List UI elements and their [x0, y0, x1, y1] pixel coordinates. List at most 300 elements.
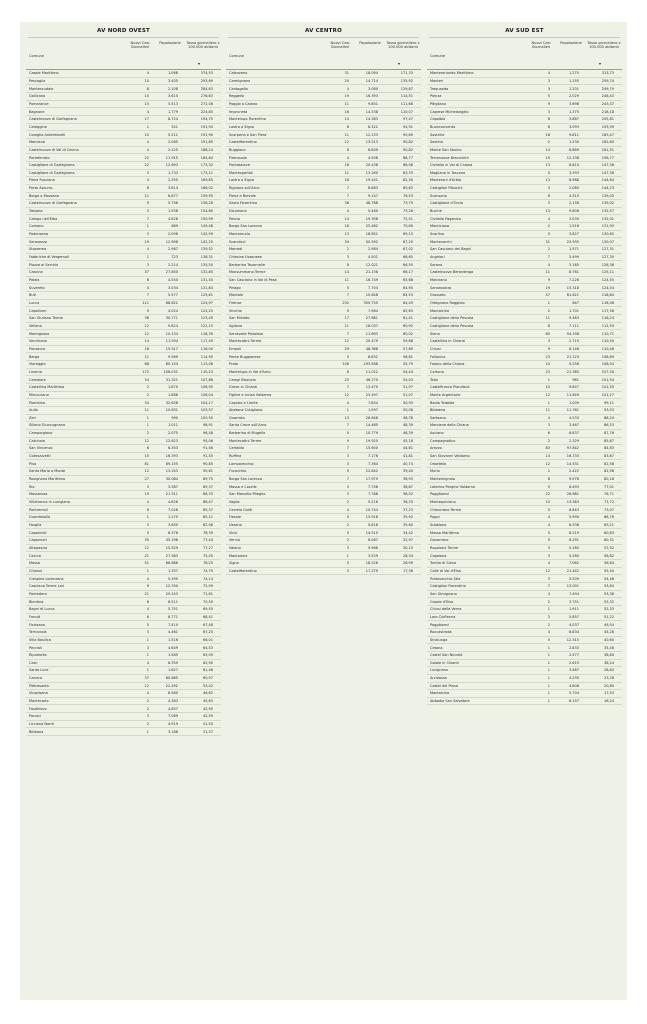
- cell-rate: 39,40: [402, 469, 413, 474]
- cell-new-cases: 19: [144, 239, 149, 244]
- cell-rate: 85,11: [202, 515, 213, 520]
- cell-comune: Sinalunga: [430, 637, 448, 642]
- cell-population: 3.751: [568, 599, 579, 604]
- cell-rate: 272,08: [200, 101, 213, 106]
- table-row: [427, 139, 622, 147]
- cell-rate: 91,56: [202, 446, 213, 451]
- cell-rate: 130,65: [601, 232, 614, 237]
- cell-comune: Vinci: [229, 530, 238, 535]
- cell-rate: 40,60: [603, 637, 614, 642]
- sort-desc-icon[interactable]: [599, 63, 601, 65]
- cell-rate: 82,58: [603, 469, 614, 474]
- cell-new-cases: 3: [547, 553, 550, 558]
- cell-population: 723: [171, 255, 178, 260]
- cell-comune: Chiusi: [430, 346, 441, 351]
- table-row: [26, 353, 221, 361]
- cell-comune: Casole d'Elsa: [430, 599, 454, 604]
- cell-comune: Porto Azzurro: [29, 186, 53, 191]
- cell-comune: Borgo San Lorenzo: [229, 477, 262, 482]
- cell-rate: 113,06: [200, 362, 213, 367]
- cell-new-cases: 4: [146, 140, 149, 145]
- table-row: [26, 606, 221, 614]
- table-row: [427, 537, 622, 545]
- cell-comune: Campo nell'Elba: [29, 216, 58, 221]
- cell-population: 3.093: [568, 124, 579, 129]
- cell-population: 5.857: [568, 614, 579, 619]
- table-row: [26, 438, 221, 446]
- cell-rate: 132,57: [601, 209, 614, 214]
- cell-population: 14.714: [365, 78, 378, 83]
- table-row: [226, 131, 421, 139]
- cell-population: 6.376: [167, 530, 178, 535]
- table-row: [427, 476, 622, 484]
- cell-comune: Vicopisano: [29, 691, 48, 696]
- cell-population: 14.515: [365, 530, 378, 535]
- cell-rate: 90,85: [202, 461, 213, 466]
- table-row: [427, 330, 622, 338]
- cell-comune: Lamporecchio: [229, 461, 254, 466]
- cell-population: 4.540: [167, 278, 178, 283]
- table-row: [26, 70, 221, 78]
- table-row: [226, 361, 421, 369]
- cell-comune: Scarperia e San Piero: [229, 132, 267, 137]
- cell-new-cases: 3: [146, 714, 149, 719]
- cell-comune: Firenzuola: [229, 155, 247, 160]
- table-row: [226, 307, 421, 315]
- cell-new-cases: 19: [545, 285, 550, 290]
- table-row: [26, 300, 221, 308]
- table-row: [427, 660, 622, 668]
- cell-new-cases: 3: [346, 454, 349, 459]
- table-row: [226, 430, 421, 438]
- cell-new-cases: 19: [144, 492, 149, 497]
- cell-population: 9.978: [568, 477, 579, 482]
- cell-rate: 86,47: [202, 500, 213, 505]
- cell-rate: 139,05: [601, 193, 614, 198]
- table-row: [226, 552, 421, 560]
- cell-new-cases: 3: [146, 232, 149, 237]
- cell-population: 60.685: [165, 676, 178, 681]
- table-row: [26, 93, 221, 101]
- cell-new-cases: 232: [342, 300, 349, 305]
- header-comune[interactable]: Comune: [229, 54, 244, 58]
- cell-rate: 54,46: [603, 576, 614, 581]
- cell-rate: 56,61: [402, 354, 413, 359]
- cell-comune: Pietrasanta: [29, 683, 49, 688]
- cell-comune: Careggine: [29, 124, 47, 129]
- table-row: [26, 614, 221, 622]
- cell-rate: 138,31: [200, 255, 213, 260]
- cell-new-cases: 10: [545, 362, 550, 367]
- cell-population: 54.198: [566, 331, 579, 336]
- cell-new-cases: 14: [144, 339, 149, 344]
- cell-rate: 41,50: [202, 722, 213, 727]
- table-header: [226, 41, 421, 70]
- region-title: AV CENTRO: [228, 28, 419, 38]
- cell-new-cases: 7: [146, 216, 149, 221]
- cell-population: 5.796: [167, 201, 178, 206]
- cell-new-cases: 11: [545, 408, 550, 413]
- cell-new-cases: 37: [144, 676, 149, 681]
- cell-comune: Vinchio: [229, 308, 242, 313]
- cell-rate: 191,94: [200, 124, 213, 129]
- region-column: [226, 28, 421, 575]
- cell-comune: Figline e Incisa Valdarno: [229, 392, 272, 397]
- cell-comune: Camporgiano: [29, 431, 53, 436]
- cell-comune: Porcari: [29, 714, 41, 719]
- cell-comune: Santa Maria a Monte: [29, 469, 66, 474]
- table-row: [427, 675, 622, 683]
- cell-comune: San Vincenzo: [29, 446, 53, 451]
- cell-population: 6.843: [568, 507, 579, 512]
- cell-comune: Casciana Terme Lari: [29, 584, 65, 589]
- cell-comune: Arezzo: [430, 446, 442, 451]
- cell-rate: 193,99: [601, 124, 614, 129]
- cell-population: 32.638: [165, 400, 178, 405]
- cell-rate: 90,89: [402, 132, 413, 137]
- cell-population: 48.368: [365, 346, 378, 351]
- cell-new-cases: 17: [344, 316, 349, 321]
- cell-new-cases: 2: [547, 622, 550, 627]
- cell-rate: 49,54: [603, 622, 614, 627]
- cell-new-cases: 22: [144, 163, 149, 168]
- table-row: [26, 514, 221, 522]
- cell-population: 5.509: [568, 576, 579, 581]
- header-rate[interactable]: Tasso giornaliero x 100.000 abitanti: [386, 41, 420, 50]
- cell-new-cases: 21: [144, 553, 149, 558]
- cell-population: 13.001: [566, 584, 579, 589]
- cell-rate: 111,66: [400, 101, 413, 106]
- cell-new-cases: 31: [545, 239, 550, 244]
- cell-comune: Altopascio: [29, 545, 48, 550]
- header-population[interactable]: Popolazione: [359, 41, 381, 45]
- table-row: [226, 231, 421, 239]
- cell-rate: 125,11: [601, 270, 614, 275]
- cell-population: 30.771: [165, 316, 178, 321]
- cell-rate: 74,79: [202, 568, 213, 573]
- table-row: [26, 560, 221, 568]
- cell-population: 22.492: [165, 683, 178, 688]
- cell-comune: Sillano Giuncugnano: [29, 423, 65, 428]
- cell-new-cases: 1: [547, 691, 550, 696]
- cell-population: 4.533: [568, 415, 579, 420]
- cell-population: 3.467: [568, 423, 579, 428]
- cell-rate: 156,77: [601, 155, 614, 160]
- cell-new-cases: 4: [547, 262, 550, 267]
- table-row: [427, 70, 622, 78]
- cell-rate: 38,80: [603, 653, 614, 658]
- cell-rate: 50,08: [402, 408, 413, 413]
- table-row: [427, 353, 622, 361]
- cell-comune: Vaglia: [229, 500, 240, 505]
- cell-comune: Caprese Michelangelo: [430, 109, 469, 114]
- cell-rate: 82,58: [603, 461, 614, 466]
- cell-new-cases: 2: [547, 438, 550, 443]
- cell-population: 11.934: [165, 339, 178, 344]
- cell-population: 21.158: [365, 270, 378, 275]
- cell-rate: 117,49: [200, 339, 213, 344]
- cell-new-cases: 2: [146, 722, 149, 727]
- table-row: [226, 522, 421, 530]
- cell-comune: Gavorrano: [430, 538, 449, 543]
- table-row: [26, 124, 221, 132]
- cell-new-cases: 4: [346, 86, 349, 91]
- cell-comune: Terranuova Bracciolini: [430, 155, 469, 160]
- header-rate[interactable]: Tasso giornaliero x 100.000 abitanti: [587, 41, 621, 50]
- cell-rate: 191,90: [200, 132, 213, 137]
- cell-comune: Cetona: [430, 645, 443, 650]
- cell-rate: 38,67: [402, 484, 413, 489]
- cell-population: 1.627: [167, 668, 178, 673]
- header-comune[interactable]: Comune: [430, 54, 445, 58]
- cell-rate: 124,55: [601, 278, 614, 283]
- table-row: [226, 116, 421, 124]
- cell-comune: Scarlino: [430, 232, 445, 237]
- cell-population: 9.463: [568, 316, 579, 321]
- cell-new-cases: 8: [346, 147, 349, 152]
- table-row: [26, 223, 221, 231]
- table-row: [226, 238, 421, 246]
- cell-comune: Pratovecchio Stia: [430, 576, 461, 581]
- cell-new-cases: 11: [144, 408, 149, 413]
- cell-comune: Minucciano: [29, 392, 49, 397]
- table-row: [226, 346, 421, 354]
- cell-rate: 46,39: [402, 431, 413, 436]
- cell-rate: 144,23: [601, 186, 614, 191]
- region-column: [427, 28, 622, 705]
- cell-rate: 64,49: [402, 300, 413, 305]
- cell-new-cases: 12: [545, 392, 550, 397]
- cell-new-cases: 38: [144, 316, 149, 321]
- cell-comune: Capannori: [29, 538, 47, 543]
- cell-comune: Peccioli: [29, 645, 43, 650]
- cell-comune: Massa: [29, 561, 40, 566]
- table-row: [226, 315, 421, 323]
- table-row: [427, 468, 622, 476]
- cell-population: 5.618: [367, 523, 378, 528]
- cell-new-cases: 12: [344, 392, 349, 397]
- header-population[interactable]: Popolazione: [560, 41, 582, 45]
- cell-comune: Castelfranco Piandiscò: [430, 385, 470, 390]
- table-row: [427, 85, 622, 93]
- cell-comune: Chiusi della Verna: [430, 607, 462, 612]
- header-comune[interactable]: Comune: [29, 54, 44, 58]
- cell-new-cases: 2: [346, 538, 349, 543]
- cell-new-cases: 16: [344, 178, 349, 183]
- table-row: [26, 621, 221, 629]
- table-row: [226, 392, 421, 400]
- cell-comune: Civitella Paganico: [430, 216, 461, 221]
- cell-rate: 125,61: [200, 293, 213, 298]
- table-row: [26, 537, 221, 545]
- cell-rate: 35,92: [402, 515, 413, 520]
- cell-rate: 101,94: [601, 377, 614, 382]
- cell-new-cases: 2: [547, 308, 550, 313]
- cell-rate: 147,36: [601, 170, 614, 175]
- cell-comune: Forcoli: [29, 614, 41, 619]
- header-new-cases[interactable]: Nuovi Casi Giornalieri: [531, 41, 551, 50]
- cell-rate: 284,63: [200, 86, 213, 91]
- header-rate[interactable]: Tasso giornaliero x 100.000 abitanti: [186, 41, 220, 50]
- cell-rate: 159,95: [200, 193, 213, 198]
- table-row: [26, 652, 221, 660]
- cell-new-cases: 5: [547, 530, 550, 535]
- cell-comune: Lastra a Signa: [229, 124, 255, 129]
- cell-comune: Castelnuovo di Val di Cecina: [29, 147, 79, 152]
- cell-comune: Borgo a Mozzano: [29, 193, 59, 198]
- cell-comune: Castelfiorentino: [229, 140, 257, 145]
- cell-population: 8.832: [367, 354, 378, 359]
- table-row: [427, 101, 622, 109]
- cell-rate: 142,20: [200, 239, 213, 244]
- table-row: [427, 307, 622, 315]
- cell-population: 12.021: [365, 262, 378, 267]
- cell-new-cases: 37: [144, 270, 149, 275]
- cell-population: 8.669: [568, 147, 579, 152]
- cell-comune: Ponsacco: [29, 346, 46, 351]
- table-row: [26, 483, 221, 491]
- sort-desc-icon[interactable]: [398, 63, 400, 65]
- cell-population: 5.211: [167, 132, 178, 137]
- cell-rate: 132,01: [601, 216, 614, 221]
- table-row: [427, 254, 622, 262]
- cell-new-cases: 4: [146, 285, 149, 290]
- cell-population: 9.851: [367, 101, 378, 106]
- table-row: [26, 369, 221, 377]
- cell-new-cases: 5: [346, 530, 349, 535]
- table-row: [226, 545, 421, 553]
- cell-rate: 110,71: [601, 331, 614, 336]
- cell-population: 12.138: [566, 155, 579, 160]
- cell-new-cases: 13: [545, 178, 550, 183]
- cell-new-cases: 10: [545, 385, 550, 390]
- table-row: [427, 483, 622, 491]
- cell-population: 3.188: [167, 729, 178, 734]
- table-row: [427, 606, 622, 614]
- cell-comune: Pontassieve: [229, 163, 250, 168]
- cell-new-cases: 2: [346, 500, 349, 505]
- cell-comune: Cerreto Guidi: [229, 507, 253, 512]
- cell-comune: Poggio a Caiano: [229, 101, 258, 106]
- cell-new-cases: 25: [344, 377, 349, 382]
- table-row: [26, 675, 221, 683]
- table-row: [427, 629, 622, 637]
- cell-rate: 77,27: [202, 545, 213, 550]
- table-row: [26, 85, 221, 93]
- cell-new-cases: 11: [144, 193, 149, 198]
- cell-rate: 40,74: [402, 461, 413, 466]
- report-sheet: [20, 22, 627, 1000]
- table-row: [427, 384, 622, 392]
- table-row: [427, 124, 622, 132]
- table-row: [226, 560, 421, 568]
- cell-rate: 90,82: [402, 140, 413, 145]
- cell-new-cases: 3: [547, 78, 550, 83]
- cell-rate: 108,89: [601, 354, 614, 359]
- cell-rate: 118,39: [200, 331, 213, 336]
- cell-population: 13.563: [566, 500, 579, 505]
- cell-population: 6.359: [167, 660, 178, 665]
- cell-new-cases: 14: [344, 216, 349, 221]
- header-new-cases[interactable]: Nuovi Casi Giornalieri: [130, 41, 150, 50]
- cell-population: 7.788: [367, 492, 378, 497]
- cell-new-cases: 3: [346, 568, 349, 573]
- cell-population: 18.094: [365, 71, 378, 76]
- cell-new-cases: 3: [547, 86, 550, 91]
- table-row: [427, 261, 622, 269]
- cell-new-cases: 1: [146, 729, 149, 734]
- cell-rate: 53,42: [202, 683, 213, 688]
- cell-rate: 259,74: [601, 78, 614, 83]
- cell-rate: 57,89: [402, 346, 413, 351]
- cell-population: 97.842: [566, 446, 579, 451]
- cell-rate: 45,18: [402, 438, 413, 443]
- cell-new-cases: 1: [146, 653, 149, 658]
- cell-population: 3.887: [568, 117, 579, 122]
- cell-new-cases: 4: [547, 561, 550, 566]
- cell-rate: 127,31: [601, 247, 614, 252]
- cell-new-cases: 12: [344, 140, 349, 145]
- region-column: [26, 28, 221, 736]
- table-row: [226, 162, 421, 170]
- cell-rate: 135,50: [200, 262, 213, 267]
- cell-comune: Buggiano: [229, 147, 246, 152]
- cell-rate: 66,01: [202, 637, 213, 642]
- cell-rate: 73,79: [402, 201, 413, 206]
- table-row: [26, 162, 221, 170]
- cell-comune: Santa Croce sull'Arno: [229, 423, 267, 428]
- table-row: [427, 193, 622, 201]
- cell-population: 3.405: [167, 78, 178, 83]
- table-row: [226, 124, 421, 132]
- table-row: [427, 644, 622, 652]
- cell-population: 3.387: [167, 484, 178, 489]
- cell-rate: 124,97: [200, 300, 213, 305]
- header-new-cases[interactable]: Nuovi Casi Giornalieri: [330, 41, 350, 50]
- cell-rate: 38,33: [402, 500, 413, 505]
- cell-rate: 67,02: [402, 247, 413, 252]
- table-row: [427, 430, 622, 438]
- cell-new-cases: 7: [346, 293, 349, 298]
- cell-population: 3.698: [568, 101, 579, 106]
- cell-rate: 32,97: [402, 538, 413, 543]
- cell-comune: Murlo: [430, 469, 440, 474]
- cell-comune: Sarteano: [430, 415, 446, 420]
- cell-comune: Cascina: [29, 270, 43, 275]
- cell-new-cases: 2: [146, 706, 149, 711]
- cell-comune: Cantagallo: [229, 86, 248, 91]
- cell-rate: 218,18: [601, 109, 614, 114]
- sort-desc-icon[interactable]: [198, 63, 200, 65]
- cell-comune: Pieve a Nievole: [229, 193, 256, 198]
- cell-comune: San Marcello Piteglio: [229, 492, 266, 497]
- cell-rate: 104,17: [200, 400, 213, 405]
- cell-new-cases: 14: [545, 147, 550, 152]
- cell-comune: Barberino di Mugello: [229, 431, 266, 436]
- cell-comune: Montecatini Terme: [229, 339, 262, 344]
- cell-rate: 93,53: [603, 408, 614, 413]
- cell-population: 4.626: [167, 500, 178, 505]
- cell-population: 9.806: [568, 209, 579, 214]
- table-row: [226, 70, 421, 78]
- cell-population: 1.571: [568, 247, 579, 252]
- table-row: [226, 330, 421, 338]
- header-population[interactable]: Popolazione: [159, 41, 181, 45]
- cell-rate: 48,78: [402, 415, 413, 420]
- cell-population: 1.175: [167, 515, 178, 520]
- cell-rate: 293,69: [200, 78, 213, 83]
- cell-new-cases: 10: [144, 132, 149, 137]
